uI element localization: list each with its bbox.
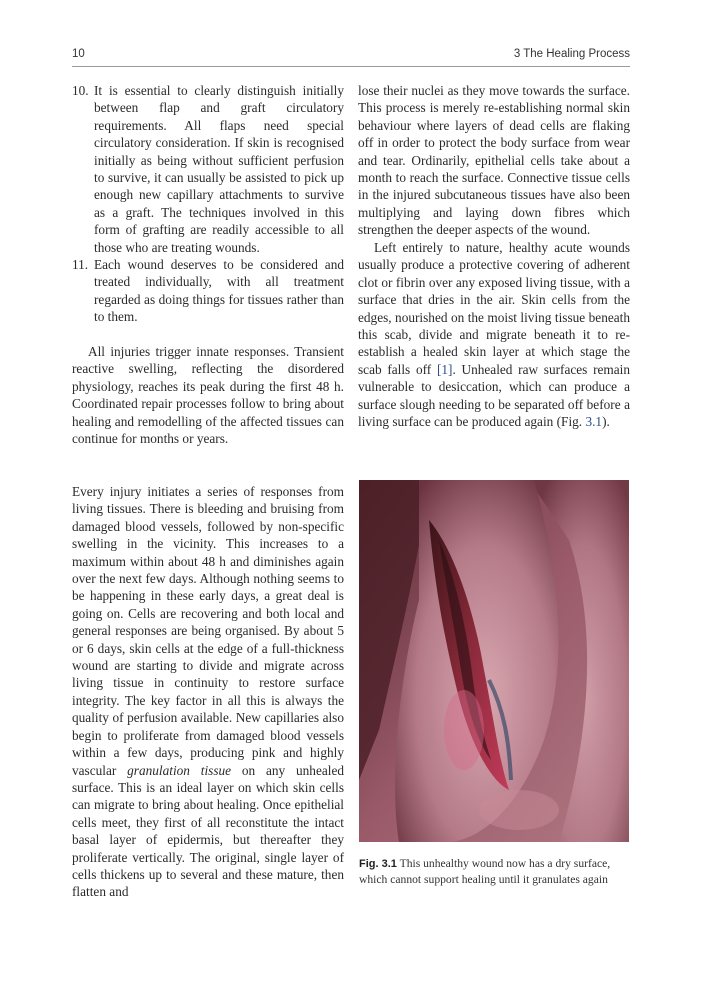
figure-label: Fig. 3.1 bbox=[359, 858, 397, 870]
right-paragraph-1: lose their nuclei as they move towards the surface. This process is merely re-establishing normal skin behaviour where layers of dead cells are flaking off in order to protect the body surface from wear and tear. Ordinarily, epithelial cells take about a month to reach the surface. Connective tissue cells in the injured subcutaneous tissues have also been multiplying and laying down fibres which strengthen the deeper aspects of the wound. bbox=[358, 83, 630, 238]
list-item bbox=[72, 256, 344, 326]
list-item bbox=[72, 82, 344, 256]
figure-caption-text: This unhealthy wound now has a dry surface, which cannot support healing until it granulates again bbox=[359, 857, 611, 886]
right-paragraph-2: Left entirely to nature, healthy acute wounds usually produce a protective covering of adherent clot or fibrin over any exposed living tissue, with a surface that dries in the air. Skin cells from the edges, nourished on the moist living tissue beneath this scab, divide and migrate beneath it to re-establish a healed skin layer at which stage the scab falls off [1]. Unhealed raw surfaces remain vulnerable to desiccation, which can produce a surface slough needing to be separated off before a living surface can be produced again (Fig. 3.1). bbox=[358, 240, 630, 430]
chapter-title: 3 The Healing Process bbox=[513, 48, 630, 60]
left-paragraph-1: All injuries trigger innate responses. Transient reactive swelling, reflecting the disordered physiology, reaches its peak during the first 48 h. Coordinated repair processes follow to bring about healing and remodelling of the affected tissues can continue for months or years. bbox=[72, 344, 344, 447]
left-paragraph-2: Every injury initiates a series of responses from living tissues. There is bleeding and bruising from damaged blood vessels, followed by non-specific swelling in the vicinity. This increases to a maximum within about 48 h and diminishes again over the next few days. Although nothing seems to be happening in these early days, a great deal is going on. Cells are recovering and both local and general responses are being organised. By about 5 or 6 days, skin cells at the edge of a full-thickness wound are starting to divide and migrate across living tissue in continuity to restore surface integrity. The key factor in all this is always the quality of perfusion available. New capillaries also begin to proliferate from damaged blood vessels within a few days, producing pink and highly vascular granulation tissue on any unhealed surface. This is an ideal layer on which skin cells can migrate to bring about healing. Once epithelial cells meet, they first of all reconstitute the intact basal layer of epidermis, but thereafter they proliferate vertically. The original, single layer of cells thickens up to several and these mature, then flatten and bbox=[72, 484, 344, 900]
header-rule bbox=[72, 66, 630, 67]
italic-term: granulation tissue bbox=[127, 762, 232, 778]
figure-caption bbox=[359, 856, 631, 887]
running-header bbox=[72, 48, 630, 66]
list-item-text: It is essential to clearly distinguish initially between flap and graft circulatory requirements. All flaps need special circulatory consideration. If skin is recognised initially as being without sufficient perfusion to survive, it can usually be assisted to pick up enough new capillary attachments to survive as a graft. The techniques involved in this form of grafting are readily accessible to all those who are treating wounds. bbox=[94, 83, 344, 255]
figure-link[interactable]: 3.1 bbox=[585, 414, 603, 430]
page-number: 10 bbox=[72, 48, 85, 60]
wound-photograph bbox=[359, 480, 629, 842]
numbered-list bbox=[72, 82, 344, 326]
list-item-number: 10. bbox=[72, 83, 89, 98]
list-item-text: Each wound deserves to be considered and treated individually, with all treatment regarded as doing things for tissues rather than to them. bbox=[94, 257, 344, 325]
list-item-number: 11. bbox=[72, 257, 89, 273]
citation-link[interactable]: [1] bbox=[436, 361, 453, 377]
